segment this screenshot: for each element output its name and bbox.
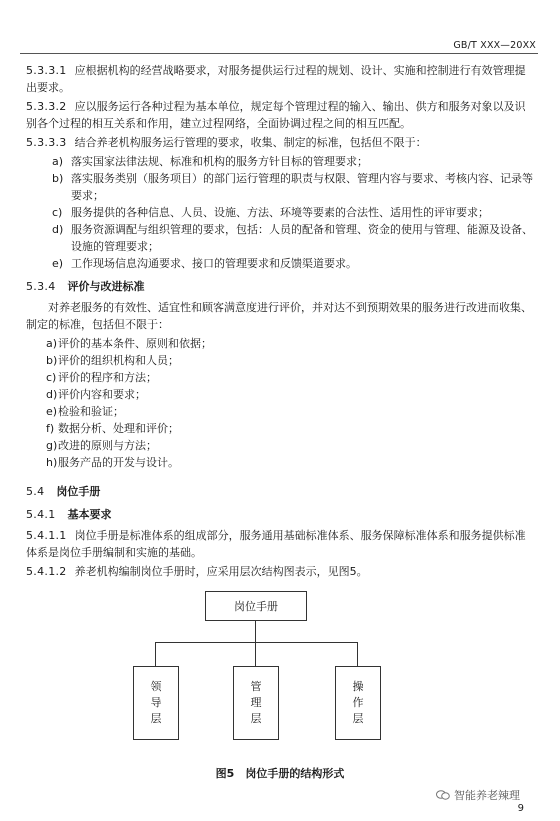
wechat-icon <box>436 790 450 800</box>
document-body <box>26 62 534 582</box>
list-5-3-3-3 <box>26 153 534 272</box>
standard-number: GB/T XXX—20XX <box>453 40 536 51</box>
connector-line <box>357 642 358 666</box>
diagram-box-operation: 操 作 层 <box>335 666 381 740</box>
list-item: h) 服务产品的开发与设计。 <box>46 456 179 469</box>
clause-5-3-3-1: 5.3.3.1 应根据机构的经营战略要求，对服务提供运行过程的规划、设计、实施和控制进行有效管理提出要求。 <box>26 64 526 94</box>
header-rule <box>20 53 538 54</box>
list-item: d) 服务资源调配与组织管理的要求，包括：人员的配备和管理、资金的使用与管理、能源及设备、设施的管理要求； <box>52 223 533 253</box>
page-number: 9 <box>517 803 524 814</box>
section-5-3-4-text: 对养老服务的有效性、适宜性和顾客满意度进行评价，并对达不到预期效果的服务进行改进而收集、制定的标准，包括但不限于： <box>26 301 532 331</box>
list-item: b) 落实服务类别（服务项目）的部门运行管理的职责与权限、管理内容与要求、考核内容、记录等要求； <box>52 172 533 202</box>
list-item: e) 工作现场信息沟通要求、接口的管理要求和反馈渠道要求。 <box>52 257 357 270</box>
clause-5-3-3-2: 5.3.3.2 应以服务运行各种过程为基本单位，规定每个管理过程的输入、输出、供方和服务对象以及识别各个过程的相互关系和作用，建立过程网络，全面协调过程之间的相互匹配。 <box>26 100 526 130</box>
watermark <box>436 787 520 803</box>
list-item: a) 落实国家法律法规、标准和机构的服务方针目标的管理要求； <box>52 155 368 168</box>
connector-line <box>255 642 256 666</box>
list-item: f) 数据分析、处理和评价； <box>46 422 179 435</box>
list-item: d) 评价内容和要求； <box>46 388 146 401</box>
watermark-text: 智能养老辣理 <box>454 789 520 802</box>
heading-5-3-4: 5.3.4 评价与改进标准 <box>26 280 145 293</box>
list-item: a) 评价的基本条件、原则和依据； <box>46 337 212 350</box>
diagram-box-management: 管 理 层 <box>233 666 279 740</box>
list-item: e) 检验和验证； <box>46 405 124 418</box>
clause-5-4-1-2: 5.4.1.2 养老机构编制岗位手册时，应采用层次结构图表示，见图5。 <box>26 565 368 578</box>
list-item: c) 评价的程序和方法； <box>46 371 157 384</box>
figure-caption: 图5 岗位手册的结构形式 <box>215 767 345 780</box>
list-item: g) 改进的原则与方法； <box>46 439 157 452</box>
diagram-box-leadership: 领 导 层 <box>133 666 179 740</box>
list-item: b) 评价的组织机构和人员； <box>46 354 179 367</box>
diagram-root-box: 岗位手册 <box>205 591 307 621</box>
list-item: c) 服务提供的各种信息、人员、设施、方法、环境等要素的合法性、适用性的评审要求； <box>52 206 489 219</box>
connector-line <box>155 642 156 666</box>
clause-5-3-3-3: 5.3.3.3 结合养老机构服务运行管理的要求，收集、制定的标准，包括但不限于： <box>26 136 427 149</box>
clause-5-4-1-1: 5.4.1.1 岗位手册是标准体系的组成部分，服务通用基础标准体系、服务保障标准体系和服务提供标准体系是岗位手册编制和实施的基础。 <box>26 529 526 559</box>
list-5-3-4 <box>26 335 534 471</box>
connector-line <box>255 620 256 642</box>
connector-line <box>155 642 358 643</box>
heading-5-4: 5.4 岗位手册 <box>26 485 101 498</box>
heading-5-4-1: 5.4.1 基本要求 <box>26 508 112 521</box>
